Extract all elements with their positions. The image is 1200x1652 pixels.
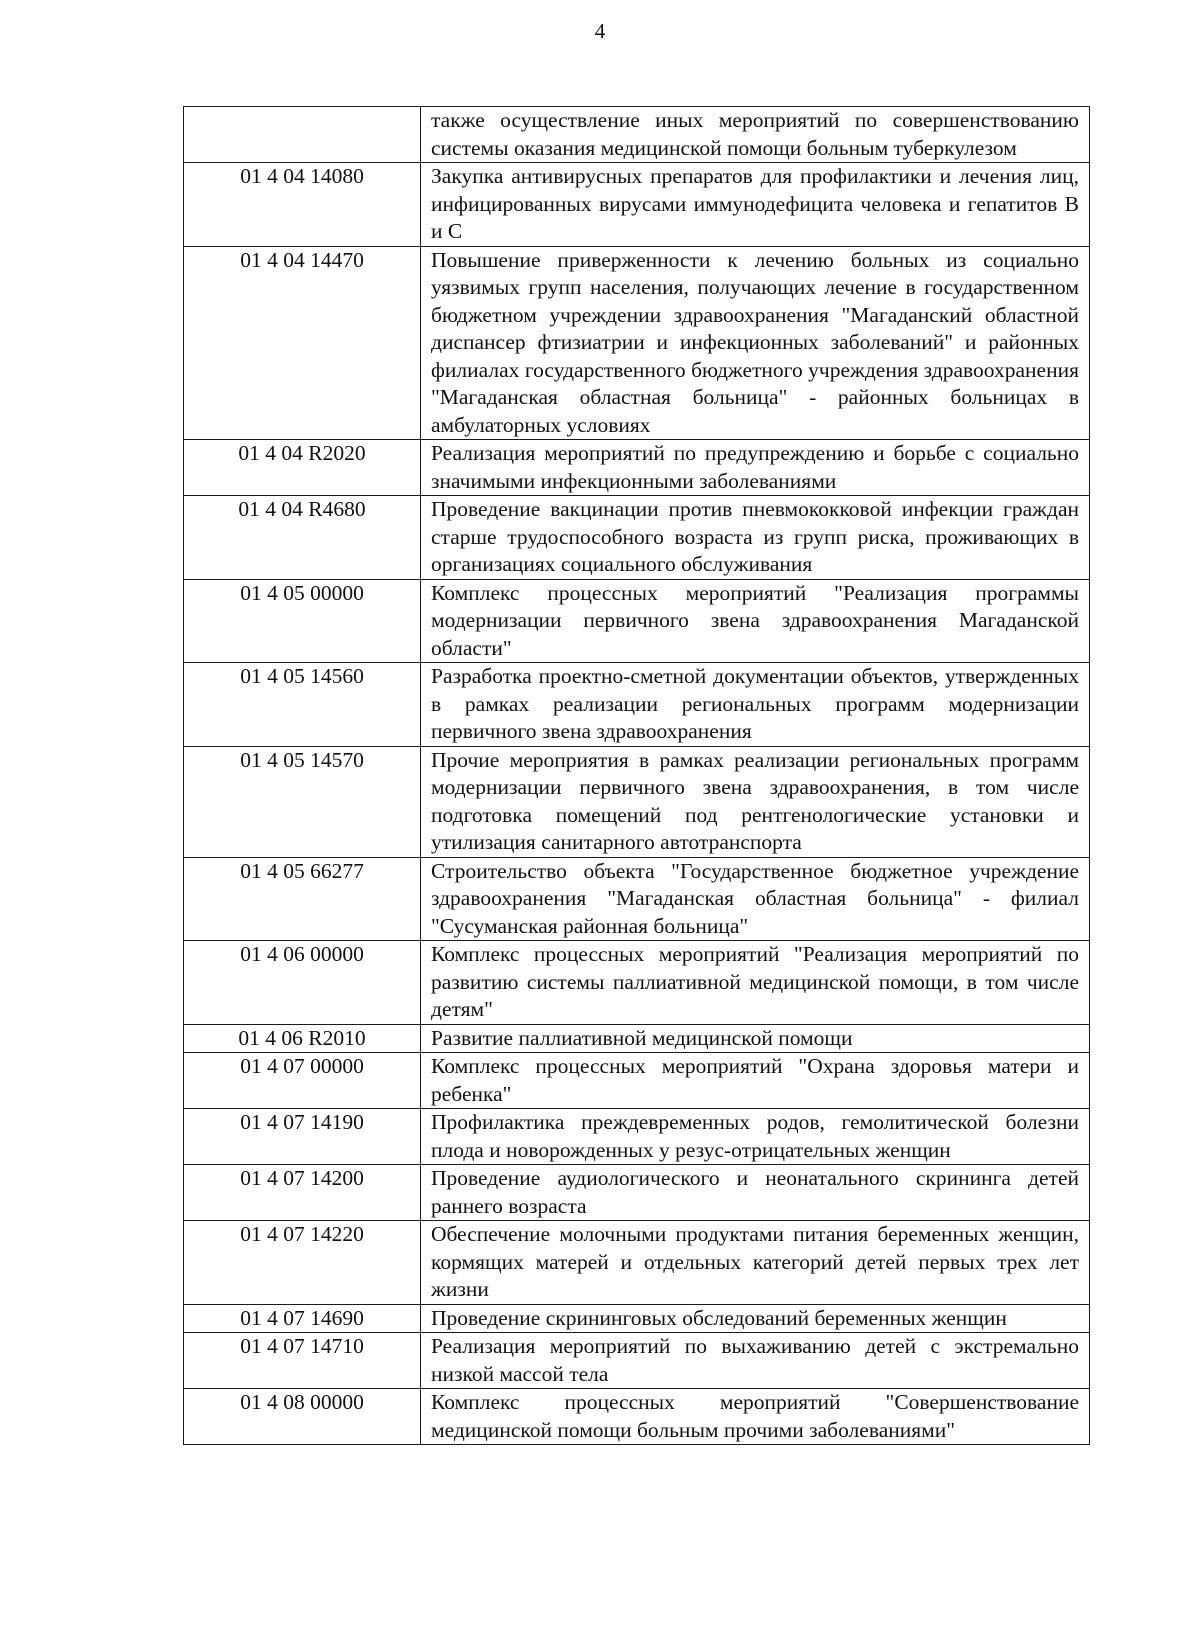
row-description: Прочие мероприятия в рамках реализации региональных программ модернизации первичного звена здравоохранения, в том числе подготовка помещений под рентгенологические установки и утилизация санитарного автотранспорта [421, 746, 1090, 857]
row-description: Реализация мероприятий по выхаживанию детей с экстремально низкой массой тела [421, 1333, 1090, 1389]
row-description: Обеспечение молочными продуктами питания беременных женщин, кормящих матерей и отдельных категорий детей первых трех лет жизни [421, 1221, 1090, 1305]
row-description: Проведение вакцинации против пневмококковой инфекции граждан старше трудоспособного возраста из групп риска, проживающих в организациях социального обслуживания [421, 496, 1090, 580]
table-row [184, 941, 1090, 1025]
row-code: 01 4 07 14190 [184, 1109, 421, 1165]
row-code: 01 4 07 14200 [184, 1165, 421, 1221]
row-code: 01 4 05 14560 [184, 663, 421, 747]
table-row [184, 1333, 1090, 1389]
row-code: 01 4 04 R4680 [184, 496, 421, 580]
budget-classification-table [183, 106, 1090, 1445]
row-description: Комплекс процессных мероприятий "Реализация программы модернизации первичного звена здравоохранения Магаданской области" [421, 579, 1090, 663]
table-row [184, 107, 1090, 163]
row-code: 01 4 07 14710 [184, 1333, 421, 1389]
table-row [184, 1221, 1090, 1305]
table-row [184, 163, 1090, 247]
table-row [184, 496, 1090, 580]
row-code: 01 4 07 14220 [184, 1221, 421, 1305]
row-code: 01 4 05 66277 [184, 857, 421, 941]
table-row [184, 1304, 1090, 1333]
table-row [184, 1053, 1090, 1109]
table-row [184, 663, 1090, 747]
row-description: Повышение приверженности к лечению больных из социально уязвимых групп населения, получающих лечение в государственном бюджетном учреждении здравоохранения "Магаданский областной диспансер фтизиатрии и инфекционных заболеваний" и районных филиалах государственного бюджетного учреждения здравоохранения "Магаданская областная больница" - районных больницах в амбулаторных условиях [421, 246, 1090, 440]
table-row [184, 440, 1090, 496]
row-description: Закупка антивирусных препаратов для профилактики и лечения лиц, инфицированных вирусами иммунодефицита человека и гепатитов В и С [421, 163, 1090, 247]
row-description: Комплекс процессных мероприятий "Совершенствование медицинской помощи больным прочими заболеваниями" [421, 1389, 1090, 1445]
row-description: Комплекс процессных мероприятий "Охрана здоровья матери и ребенка" [421, 1053, 1090, 1109]
table-row [184, 857, 1090, 941]
table-row [184, 1109, 1090, 1165]
row-description: Проведение скрининговых обследований беременных женщин [421, 1304, 1090, 1333]
row-code: 01 4 07 00000 [184, 1053, 421, 1109]
row-description: также осуществление иных мероприятий по совершенствованию системы оказания медицинской помощи больным туберкулезом [421, 107, 1090, 163]
row-description: Проведение аудиологического и неонатального скрининга детей раннего возраста [421, 1165, 1090, 1221]
row-description: Профилактика преждевременных родов, гемолитической болезни плода и новорожденных у резус-отрицательных женщин [421, 1109, 1090, 1165]
table-row [184, 1165, 1090, 1221]
row-code: 01 4 05 14570 [184, 746, 421, 857]
row-code: 01 4 06 R2010 [184, 1024, 421, 1053]
table-row [184, 579, 1090, 663]
row-description: Реализация мероприятий по предупреждению и борьбе с социально значимыми инфекционными заболеваниями [421, 440, 1090, 496]
row-code [184, 107, 421, 163]
row-code: 01 4 05 00000 [184, 579, 421, 663]
row-code: 01 4 04 14470 [184, 246, 421, 440]
row-code: 01 4 04 14080 [184, 163, 421, 247]
row-description: Строительство объекта "Государственное бюджетное учреждение здравоохранения "Магаданская областная больница" - филиал "Сусуманская районная больница" [421, 857, 1090, 941]
row-description: Развитие паллиативной медицинской помощи [421, 1024, 1090, 1053]
row-code: 01 4 06 00000 [184, 941, 421, 1025]
row-code: 01 4 08 00000 [184, 1389, 421, 1445]
table-row [184, 246, 1090, 440]
row-code: 01 4 07 14690 [184, 1304, 421, 1333]
page-number: 4 [594, 19, 606, 43]
table-row [184, 1389, 1090, 1445]
row-code: 01 4 04 R2020 [184, 440, 421, 496]
row-description: Разработка проектно-сметной документации объектов, утвержденных в рамках реализации региональных программ модернизации первичного звена здравоохранения [421, 663, 1090, 747]
row-description: Комплекс процессных мероприятий "Реализация мероприятий по развитию системы паллиативной медицинской помощи, в том числе детям" [421, 941, 1090, 1025]
table-row [184, 1024, 1090, 1053]
table-row [184, 746, 1090, 857]
